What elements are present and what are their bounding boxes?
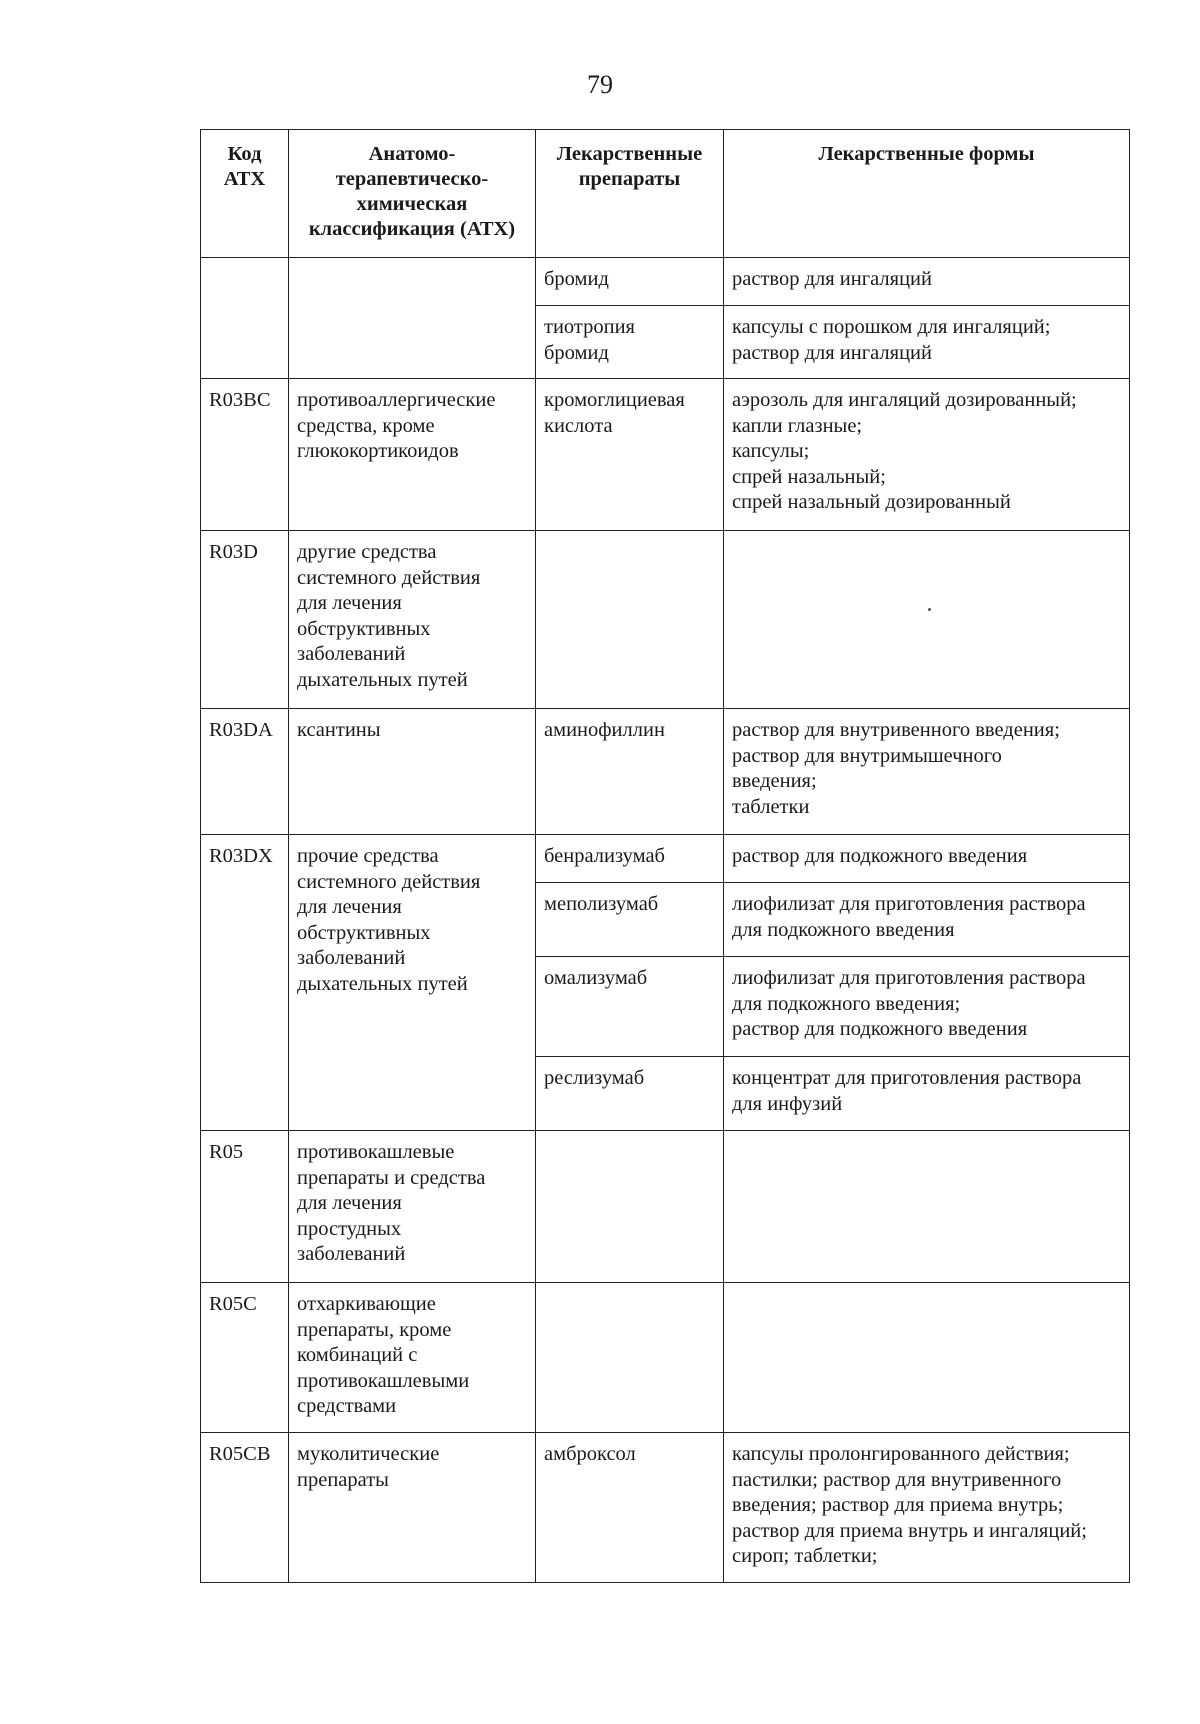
form-cell xyxy=(724,1283,1130,1433)
header-forms: Лекарственные формы xyxy=(724,130,1130,258)
table-row xyxy=(201,1433,1130,1583)
drug-cell xyxy=(536,1283,724,1433)
table-row xyxy=(201,531,1130,709)
drug-cell: бромид xyxy=(536,258,724,306)
drug-cell: кромоглициевая кислота xyxy=(536,379,724,531)
drug-cell: меполизумаб xyxy=(536,883,724,957)
table-row xyxy=(201,835,1130,883)
classification-cell: ксантины xyxy=(289,709,536,835)
table-row xyxy=(201,1131,1130,1283)
scan-speck xyxy=(928,608,931,611)
page-number: 79 xyxy=(587,70,613,99)
classification-cell: другие средства системного действия для лечения обструктивных заболеваний дыхательных путей xyxy=(289,531,536,709)
code-cell: R03D xyxy=(201,531,289,709)
classification-cell: прочие средства системного действия для лечения обструктивных заболеваний дыхательных путей xyxy=(289,835,536,1131)
form-cell: лиофилизат для приготовления раствора для подкожного введения xyxy=(724,883,1130,957)
table-row xyxy=(201,709,1130,835)
drug-cell: амброксол xyxy=(536,1433,724,1583)
drug-cell: бенрализумаб xyxy=(536,835,724,883)
classification-cell: противокашлевые препараты и средства для лечения простудных заболеваний xyxy=(289,1131,536,1283)
atx-table xyxy=(200,129,1130,1583)
table-row xyxy=(201,379,1130,531)
header-drugs: Лекарственные препараты xyxy=(536,130,724,258)
classification-cell: муколитические препараты xyxy=(289,1433,536,1583)
drug-cell xyxy=(536,1131,724,1283)
form-cell: концентрат для приготовления раствора для инфузий xyxy=(724,1057,1130,1131)
form-cell: раствор для внутривенного введения; раствор для внутримышечного введения; таблетки xyxy=(724,709,1130,835)
classification-cell: отхаркивающие препараты, кроме комбинаций с противокашлевыми средствами xyxy=(289,1283,536,1433)
drug-cell: аминофиллин xyxy=(536,709,724,835)
code-cell: R03DA xyxy=(201,709,289,835)
drug-cell: омализумаб xyxy=(536,957,724,1057)
form-cell: раствор для подкожного введения xyxy=(724,835,1130,883)
header-code: Код АТХ xyxy=(201,130,289,258)
table-row xyxy=(201,258,1130,306)
header-classification: Анатомо- терапевтическо- химическая классификация (АТХ) xyxy=(289,130,536,258)
table-header-row xyxy=(201,130,1130,258)
code-cell: R05C xyxy=(201,1283,289,1433)
table-row xyxy=(201,1283,1130,1433)
drug-cell xyxy=(536,531,724,709)
form-cell: раствор для ингаляций xyxy=(724,258,1130,306)
drug-cell: тиотропия бромид xyxy=(536,306,724,379)
code-cell: R05CB xyxy=(201,1433,289,1583)
code-cell: R05 xyxy=(201,1131,289,1283)
form-cell xyxy=(724,1131,1130,1283)
form-cell: капсулы пролонгированного действия; пастилки; раствор для внутривенного введения; раствор для приема внутрь; раствор для приема внутрь и ингаляций; сироп; таблетки; xyxy=(724,1433,1130,1583)
code-cell: R03BC xyxy=(201,379,289,531)
form-cell: аэрозоль для ингаляций дозированный; капли глазные; капсулы; спрей назальный; спрей назальный дозированный xyxy=(724,379,1130,531)
classification-cell: противоаллергические средства, кроме глюкокортикоидов xyxy=(289,379,536,531)
code-cell: R03DX xyxy=(201,835,289,1131)
form-cell xyxy=(724,531,1130,709)
drug-cell: реслизумаб xyxy=(536,1057,724,1131)
form-cell: капсулы с порошком для ингаляций; раствор для ингаляций xyxy=(724,306,1130,379)
classification-cell xyxy=(289,258,536,379)
form-cell: лиофилизат для приготовления раствора для подкожного введения; раствор для подкожного введения xyxy=(724,957,1130,1057)
code-cell xyxy=(201,258,289,379)
